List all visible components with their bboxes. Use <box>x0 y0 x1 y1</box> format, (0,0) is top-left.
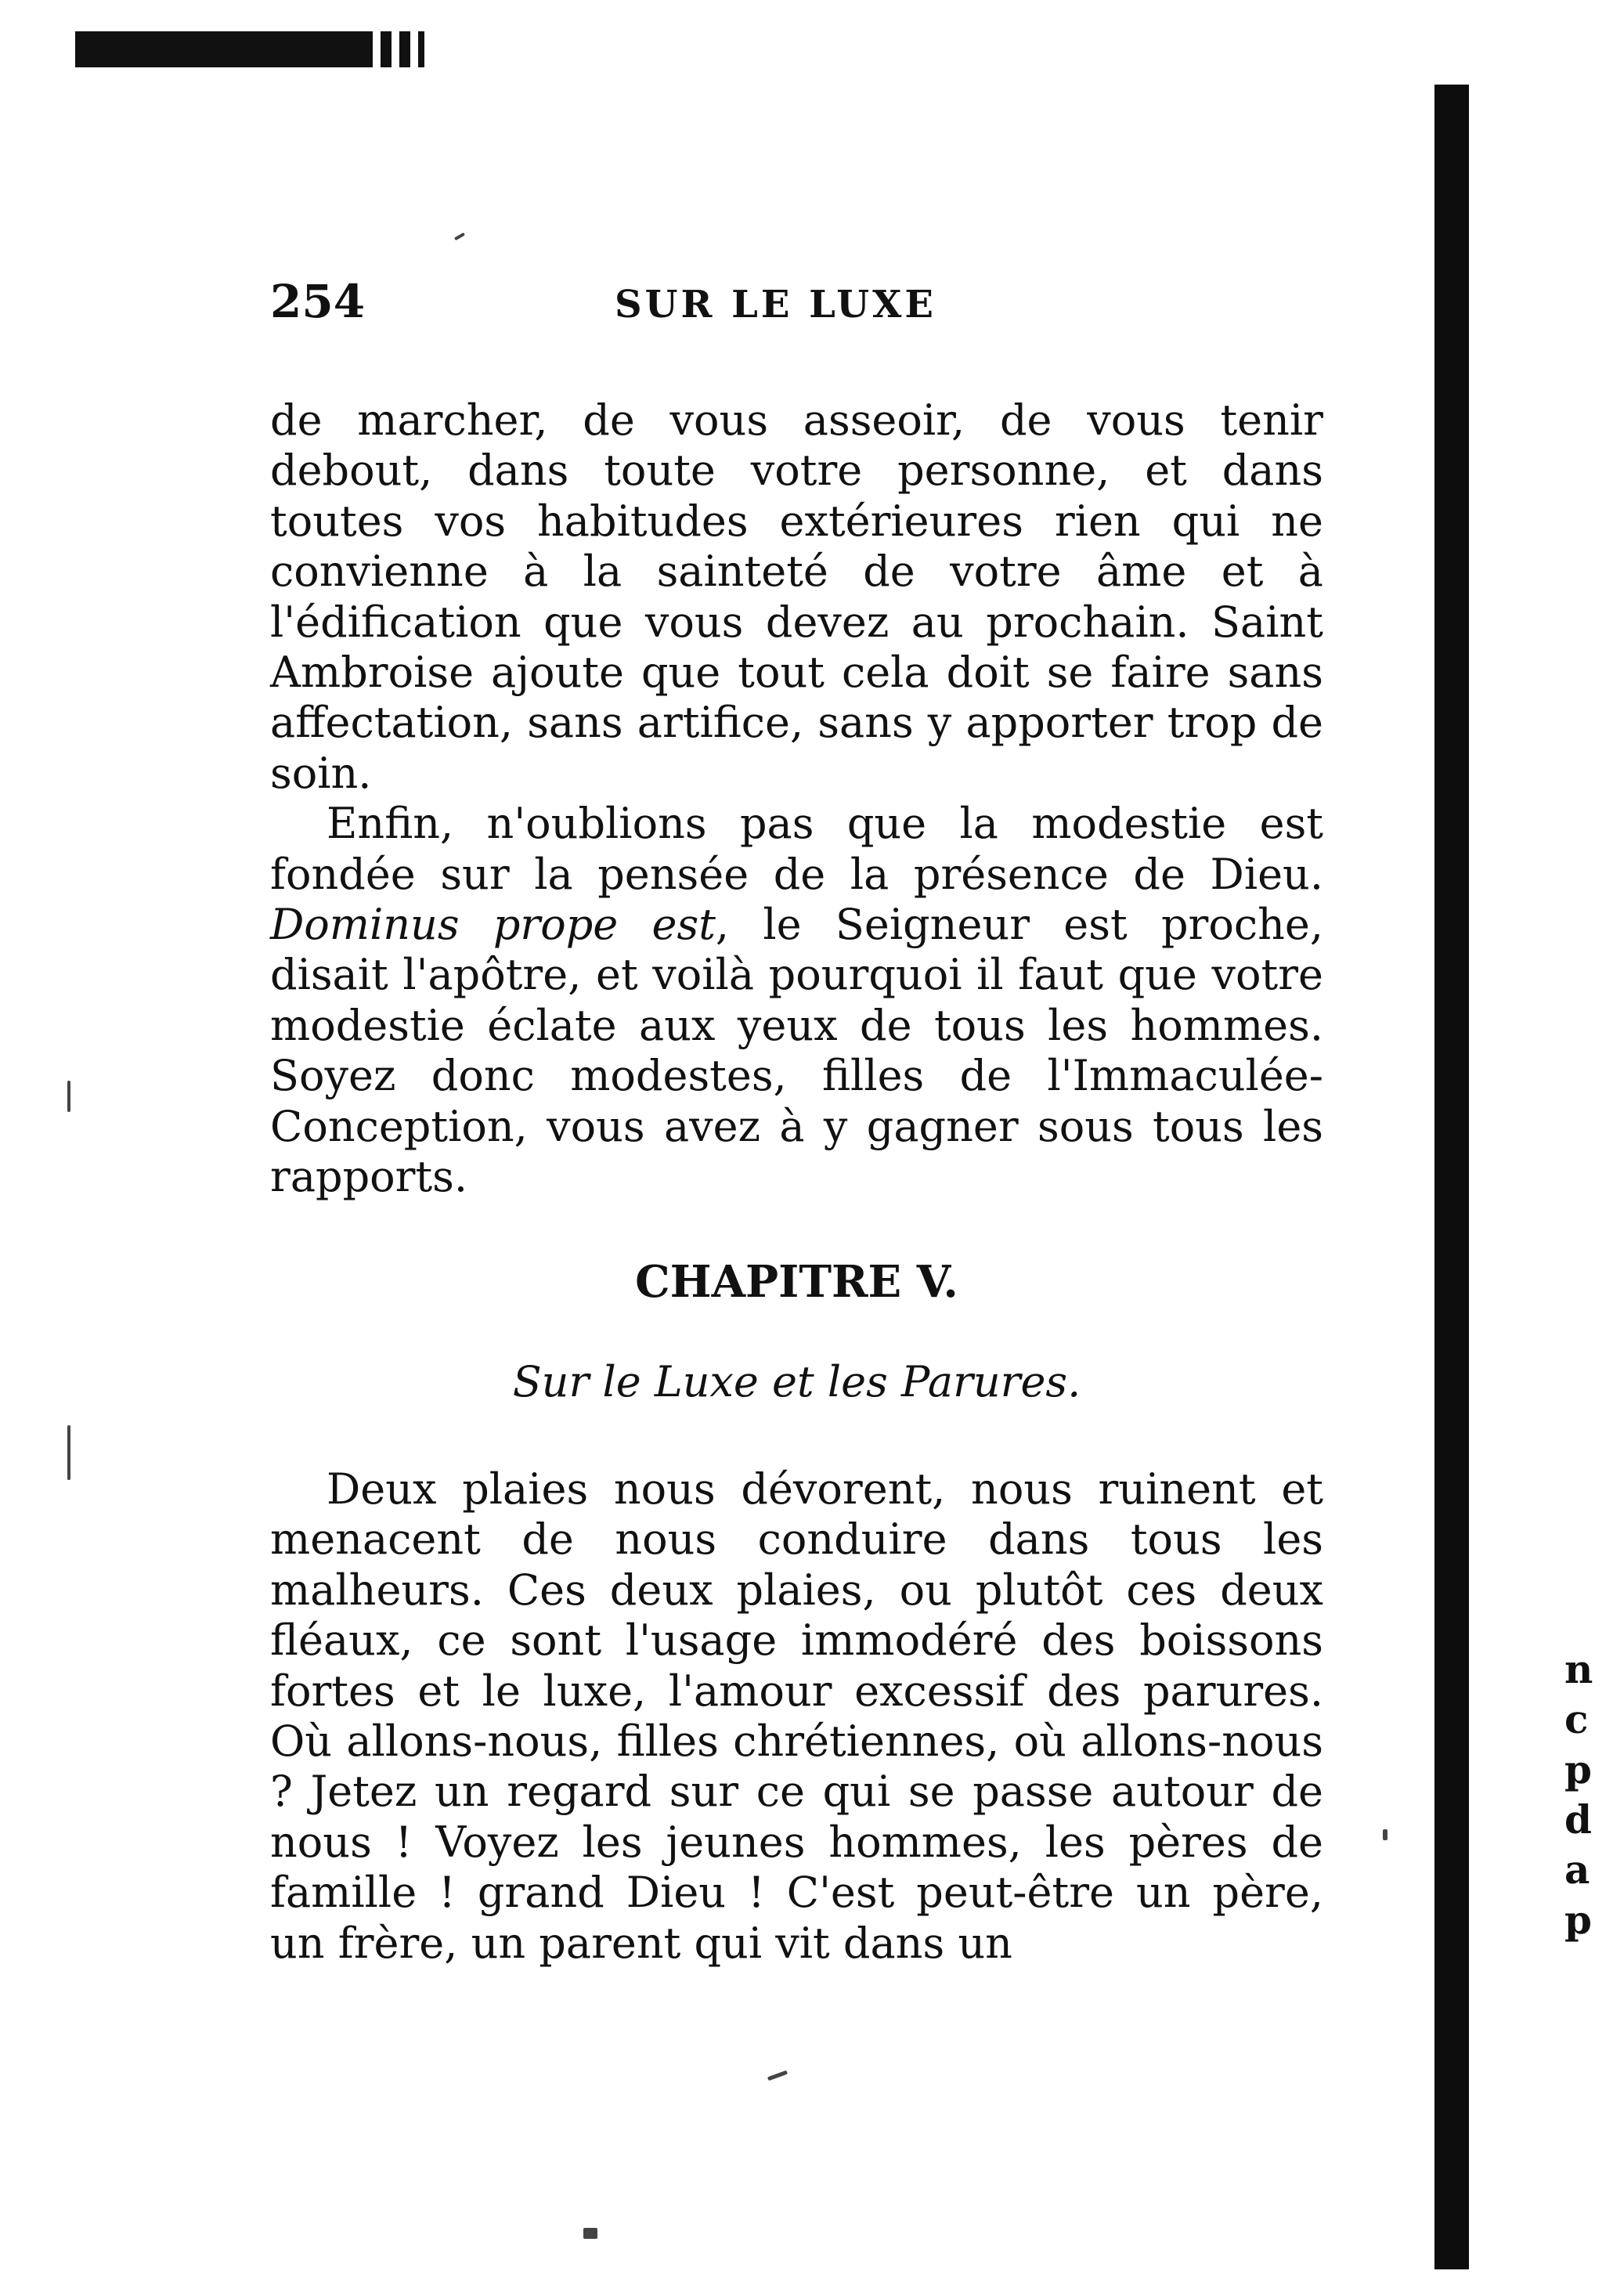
scan-bar-segment <box>399 31 410 67</box>
paragraph: de marcher, de vous asseoir, de vous tenir debout, dans toute votre personne, et dans toutes vos habitudes extérieures rien qui ne convienne à la sainteté de votre âme et à l'édification que vous devez au prochain. Saint Ambroise ajoute que tout cela doit se faire sans affectation, sans artifice, sans y apporter trop de soin. <box>270 395 1323 798</box>
scan-bar-segment <box>75 31 373 67</box>
binding-edge <box>1434 85 1469 2269</box>
scan-speck <box>583 2228 597 2239</box>
paragraph-text: Enfin, n'oublions pas que la modestie est fondée sur la pensée de la présence de Dieu. <box>270 799 1323 899</box>
chapter-subtitle: Sur le Luxe et les Parures. <box>512 1357 1081 1406</box>
running-title: SUR LE LUXE <box>615 283 936 327</box>
page-number: 254 <box>270 275 366 328</box>
margin-letter: d <box>1564 1796 1592 1843</box>
paragraph: Deux plaies nous dévorent, nous ruinent et menacent de nous conduire dans tous les malheurs. Ces deux plaies, ou plutôt ces deux fléaux, ce sont l'usage immodéré des boissons fortes et le luxe, l'amour excessif des parures. Où allons-nous, filles chrétiennes, où allons-nous ? Jetez un regard sur ce qui se passe autour de nous ! Voyez les jeunes hommes, les pères de famille ! grand Dieu ! C'est peut-être un père, un frère, un parent qui vit dans un <box>270 1464 1323 1968</box>
body-text-top <box>270 395 1323 1203</box>
margin-letter: n <box>1564 1646 1593 1692</box>
scan-speck <box>767 2070 788 2081</box>
paragraph <box>270 799 1323 1202</box>
scan-speck <box>1383 1829 1387 1840</box>
scan-speck <box>67 1425 70 1480</box>
latin-quote: Dominus prope est <box>270 900 716 950</box>
paragraph-text: , le Seigneur est proche, disait l'apôtre, et voilà pourquoi il faut que votre modestie éclate aux yeux de tous les hommes. Soyez donc modestes, filles de l'Immaculée-Conception, vous avez à y gagner sous tous les rapports. <box>270 900 1323 1202</box>
scan-artifact-bar <box>75 31 424 67</box>
margin-letter: c <box>1564 1696 1589 1742</box>
scan-bar-segment <box>381 31 392 67</box>
margin-letter: a <box>1564 1847 1590 1893</box>
margin-letter: p <box>1564 1897 1592 1943</box>
scan-speck <box>67 1081 70 1112</box>
scan-speck <box>454 233 465 240</box>
scan-bar-segment <box>418 31 424 67</box>
adjacent-page-margin <box>1564 1644 1593 1945</box>
page-header <box>270 274 1327 329</box>
body-text-chapter <box>270 1464 1323 1969</box>
margin-letter: p <box>1564 1746 1592 1792</box>
chapter-heading: CHAPITRE V. <box>635 1256 958 1308</box>
